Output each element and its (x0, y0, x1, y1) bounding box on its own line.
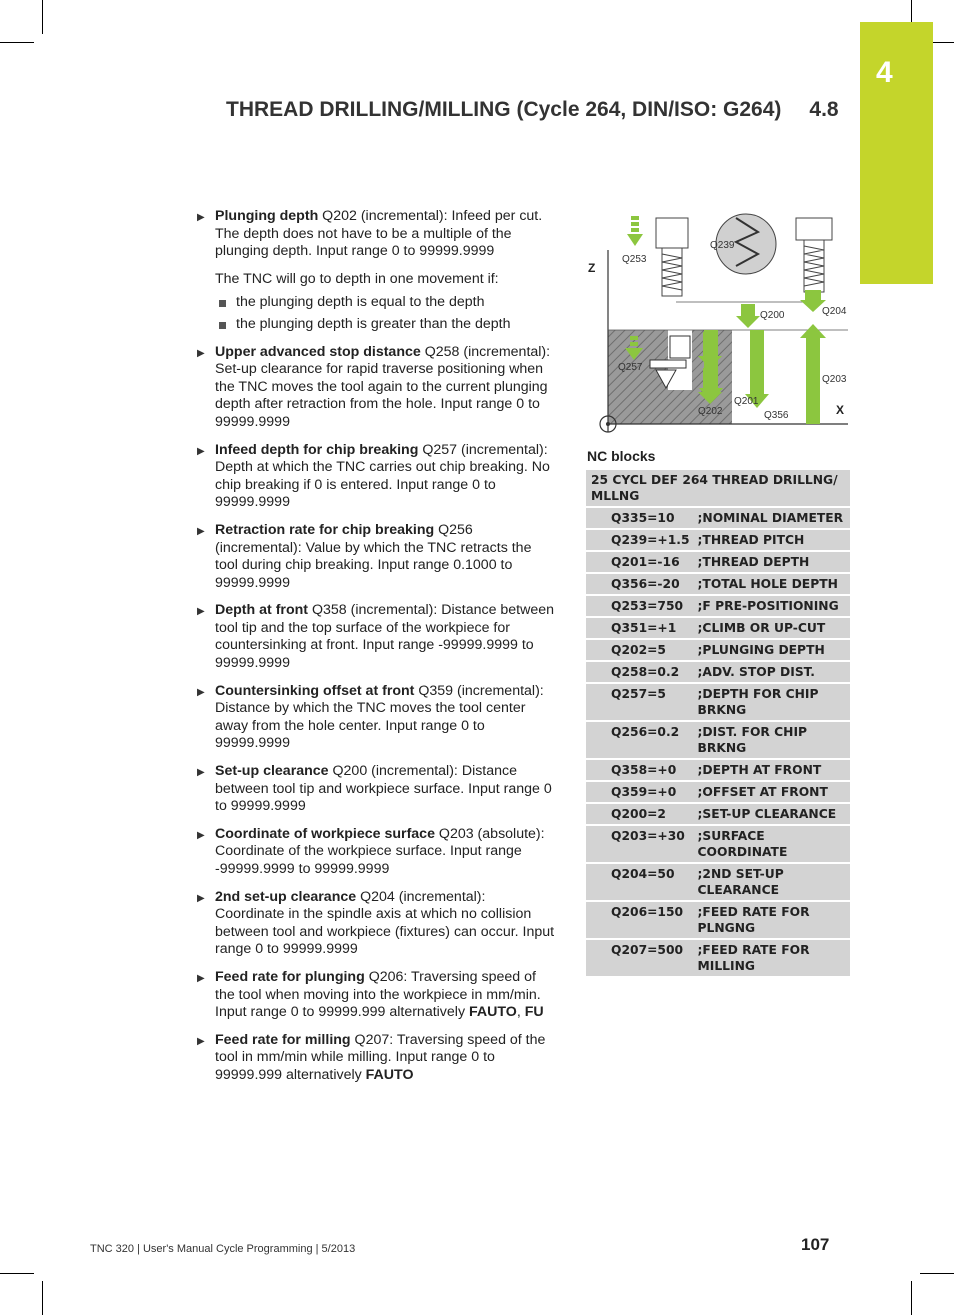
crop-mark (0, 1273, 34, 1274)
nc-comment: ;FEED RATE FOR MILLING (694, 939, 850, 977)
nc-comment: ;F PRE-POSITIONING (694, 595, 850, 617)
list-item (194, 208, 556, 261)
param-text: Q256 (incremental): Value by which the TNC retracts the tool during chip breaking. Input range 0.1000 to 99999.9999 (215, 521, 532, 591)
separator: , (516, 1004, 525, 1021)
tool-right (796, 218, 832, 292)
param-text: Q204 (incremental): Coordinate in the spindle axis at which no collision between tool and workpiece (fixtures) can occur. Input range 0 to 99999.9999 (215, 888, 555, 958)
param-term: Feed rate for milling (215, 1031, 351, 1048)
param-value: FU (524, 1004, 544, 1021)
bullet-arrow-icon: ▶ (197, 972, 205, 984)
table-row (586, 595, 850, 617)
param-term: Retraction rate for chip breaking (215, 521, 435, 538)
param-text: Q203 (absolute): Coordinate of the workpiece surface. Input range -99999.9999 to 99999.9999 (215, 825, 545, 877)
nc-comment: ;SET-UP CLEARANCE (694, 803, 850, 825)
nc-param: Q253=750 (586, 595, 694, 617)
crop-mark (920, 1273, 954, 1274)
nc-blocks-title: NC blocks (587, 448, 656, 464)
nc-comment: ;CLIMB OR UP-CUT (694, 617, 850, 639)
chapter-number: 4 (876, 56, 893, 89)
table-row (586, 721, 850, 759)
param-text: Q206: Traversing speed of the tool when moving into the workpiece in mm/min. Input range 0 to 99999.999 alternatively (215, 968, 541, 1021)
bullet-arrow-icon: ▶ (197, 829, 205, 841)
list-item (194, 763, 556, 816)
label-q257: Q257 (618, 362, 643, 373)
param-text: Q258 (incremental): Set-up clearance for rapid traverse positioning when the TNC moves the tool again to the current plunging depth after retraction from the hole. Input range 0 to 99999.9999 (215, 343, 551, 430)
label-q201: Q201 (734, 396, 759, 407)
nc-param: Q203=+30 (586, 825, 694, 863)
label-q356: Q356 (764, 410, 789, 421)
bullet-arrow-icon: ▶ (197, 767, 205, 779)
table-row (586, 863, 850, 901)
param-text: Q359 (incremental): Distance by which the TNC moves the tool center away from the hole center. Input range 0 to 99999.9999 (215, 682, 544, 752)
table-row (586, 529, 850, 551)
table-row (586, 661, 850, 683)
table-row (586, 617, 850, 639)
param-text: Q207: Traversing speed of the tool in mm/min while milling. Input range 0 to 99999.999 alternatively (215, 1031, 546, 1083)
param-term: Plunging depth (215, 208, 319, 224)
bullet-arrow-icon: ▶ (197, 212, 205, 223)
param-value: FAUTO (468, 1004, 517, 1021)
bullet-arrow-icon: ▶ (197, 1035, 205, 1047)
table-row (586, 683, 850, 721)
arrow-q253 (627, 216, 643, 246)
param-term: Feed rate for plunging (215, 968, 365, 985)
label-q239: Q239 (710, 240, 735, 251)
page-header (226, 98, 839, 122)
header-title: THREAD DRILLING/MILLING (Cycle 264, DIN/ISO: G264) (226, 98, 782, 121)
param-term: Coordinate of workpiece surface (215, 825, 435, 842)
x-label: X (836, 403, 845, 417)
nc-comment: ;DEPTH FOR CHIP BRKNG (694, 683, 850, 721)
nc-comment: ;DEPTH AT FRONT (694, 759, 850, 781)
bullet-arrow-icon: ▶ (197, 445, 205, 457)
list-item (194, 683, 556, 753)
square-bullet-icon (219, 300, 226, 307)
nc-param: Q257=5 (586, 683, 694, 721)
label-q202: Q202 (698, 406, 723, 417)
cycle-diagram (586, 210, 854, 442)
bullet-arrow-icon: ▶ (197, 347, 205, 359)
nc-param: Q335=10 (586, 507, 694, 529)
list-item (194, 889, 556, 959)
nc-comment: ;PLUNGING DEPTH (694, 639, 850, 661)
nc-param: Q200=2 (586, 803, 694, 825)
nc-header: 25 CYCL DEF 264 THREAD DRILLNG/ MLLNG (586, 470, 850, 507)
bullet-arrow-icon: ▶ (197, 892, 205, 904)
label-q204: Q204 (822, 306, 847, 317)
list-item (194, 969, 556, 1022)
table-row (586, 825, 850, 863)
sub-list-item (194, 294, 556, 312)
param-value: FAUTO (365, 1066, 414, 1083)
nc-param: Q204=50 (586, 863, 694, 901)
sub-list-item (194, 316, 556, 334)
label-q203: Q203 (822, 374, 847, 385)
param-text: Q200 (incremental): Distance between tool tip and workpiece surface. Input range 0 to 99999.9999 (215, 763, 552, 815)
table-row (586, 939, 850, 977)
list-item (194, 1032, 556, 1085)
list-item (194, 344, 556, 432)
nc-param: Q351=+1 (586, 617, 694, 639)
label-q253: Q253 (622, 254, 647, 265)
nc-param: Q201=-16 (586, 551, 694, 573)
arrow-q200 (736, 304, 760, 328)
nc-param: Q359=+0 (586, 781, 694, 803)
nc-comment: ;OFFSET AT FRONT (694, 781, 850, 803)
table-row (586, 781, 850, 803)
footer-text: TNC 320 | User's Manual Cycle Programming | 5/2013 (90, 1243, 356, 1255)
crop-mark (42, 0, 43, 34)
bullet-arrow-icon: ▶ (197, 525, 205, 537)
sub-item-text: the plunging depth is equal to the depth (236, 294, 485, 311)
param-text: Q257 (incremental): Depth at which the TNC carries out chip breaking. No chip breaking if 0 is entered. Input range 0 to 99999.9999 (215, 441, 550, 511)
nc-comment: ;THREAD PITCH (694, 529, 850, 551)
nc-comment: ;FEED RATE FOR PLNGNG (694, 901, 850, 939)
list-item (194, 442, 556, 512)
nc-comment: ;DIST. FOR CHIP BRKNG (694, 721, 850, 759)
tool-left (656, 218, 688, 296)
datum-dot (606, 422, 610, 426)
nc-comment: ;THREAD DEPTH (694, 551, 850, 573)
nc-param: Q256=0.2 (586, 721, 694, 759)
table-row (586, 573, 850, 595)
nc-comment: ;ADV. STOP DIST. (694, 661, 850, 683)
nc-param: Q258=0.2 (586, 661, 694, 683)
param-term: Upper advanced stop distance (215, 343, 421, 360)
z-label: Z (588, 261, 596, 275)
param-term: Infeed depth for chip breaking (215, 441, 419, 458)
param-text: Q358 (incremental): Distance between tool tip and the top surface of the workpiece for countersinking at front. Input range -99999.9999 to 99999.9999 (215, 602, 555, 672)
crop-mark (0, 42, 34, 43)
label-q200: Q200 (760, 310, 785, 321)
sub-item-text: the plunging depth is greater than the depth (236, 315, 511, 332)
bullet-arrow-icon: ▶ (197, 606, 205, 618)
nc-param: Q202=5 (586, 639, 694, 661)
nc-param: Q207=500 (586, 939, 694, 977)
nc-param: Q356=-20 (586, 573, 694, 595)
param-term: Set-up clearance (215, 763, 329, 780)
list-item (194, 522, 556, 592)
nc-param: Q239=+1.5 (586, 529, 694, 551)
crop-mark (911, 1281, 912, 1315)
nc-table (586, 470, 850, 978)
nc-comment: ;2ND SET-UP CLEARANCE (694, 863, 850, 901)
chapter-tab (860, 22, 933, 284)
table-row (586, 551, 850, 573)
param-term: 2nd set-up clearance (215, 888, 357, 905)
table-row (586, 507, 850, 529)
param-text: Q202 (incremental): Infeed per cut. The depth does not have to be a multiple of the plunging depth. Input range 0 to 99999.9999 (215, 208, 543, 260)
parameter-list (194, 208, 556, 1095)
nc-comment: ;NOMINAL DIAMETER (694, 507, 850, 529)
note-text: The TNC will go to depth in one movement if: (215, 270, 499, 287)
nc-comment: ;SURFACE COORDINATE (694, 825, 850, 863)
crop-mark (42, 1281, 43, 1315)
param-term: Countersinking offset at front (215, 682, 415, 699)
param-term: Depth at front (215, 602, 308, 619)
nc-param: Q206=150 (586, 901, 694, 939)
page-number: 107 (801, 1235, 830, 1254)
table-row (586, 639, 850, 661)
list-item (194, 826, 556, 879)
bullet-arrow-icon: ▶ (197, 686, 205, 698)
header-section: 4.8 (809, 98, 839, 121)
table-row (586, 803, 850, 825)
table-row (586, 901, 850, 939)
nc-comment: ;TOTAL HOLE DEPTH (694, 573, 850, 595)
nc-param: Q358=+0 (586, 759, 694, 781)
table-row (586, 759, 850, 781)
nc-header-row (586, 470, 850, 507)
square-bullet-icon (219, 322, 226, 329)
list-item (194, 602, 556, 672)
